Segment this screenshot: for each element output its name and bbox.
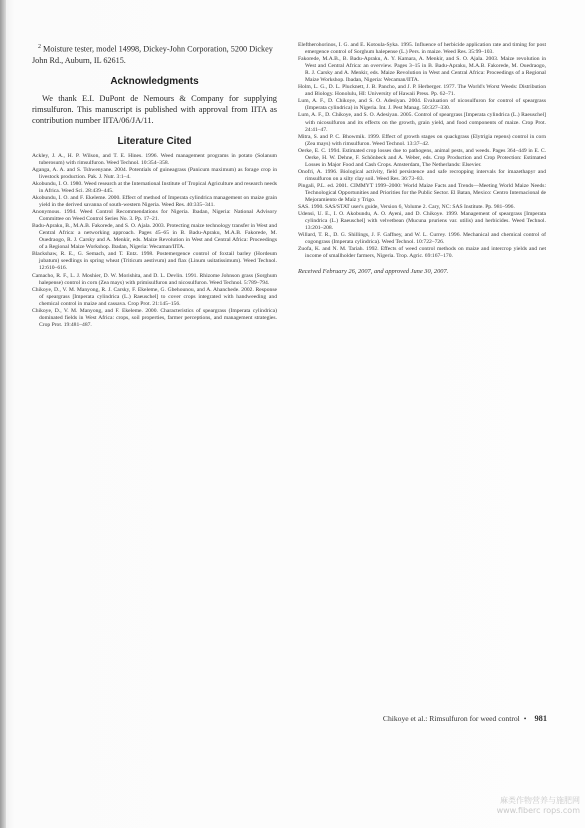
- page-number: 981: [534, 714, 547, 723]
- reference-item: Lum, A. F., D. Chikoye, and S. O. Adesiyan. 2004. Evaluation of nicosulfuron for control of speargrass (Imperata cylindrica) in Nigeria. Int. J. Pest Manag. 50:327–330.: [298, 98, 546, 112]
- reference-item: Anonymous. 1994. Weed Control Recommendations for Nigeria. Ibadan, Nigeria: National Advisory Committee on Weed Control Series No. 3. Pp. 17–21.: [32, 209, 277, 223]
- reference-item: Oerke, E. C. 1994. Estimated crop losses due to pathogens, animal pests, and weeds. Pages 364–449 in E. C. Oerke, H. W. Dehne, F. Schönbeck and A. Weber, eds. Crop Production and Crop Protection: Estimated Losses in Major Food and Cash Crops. Amsterdam, The Netherlands: Elsevier.: [298, 147, 546, 168]
- reference-list-left: [32, 153, 277, 329]
- footer-bullet: •: [523, 714, 527, 723]
- left-column: [32, 42, 277, 329]
- reference-item: Willard, T. R., D. G. Shillings, J. F. Gaffney, and W. L. Currey. 1996. Mechanical and chemical control of cogongrass (Imperata cylindrica). Weed Technol. 10:722–726.: [298, 232, 546, 246]
- right-column: [298, 42, 546, 275]
- reference-item: Blackshaw, R. E., G. Semach, and T. Entz. 1998. Postemergence control of foxtail barley (Hordeum jubatum) seedlings in spring wheat (Triticum aestivum) and flax (Linum usitatissimum). Weed Technol. 12:610–616.: [32, 251, 277, 272]
- reference-item: Eleftherohorinos, I. G. and E. Kotoula-Syka. 1995. Influence of herbicide application rate and timing for post emergence control of Sorghum halepense (L.) Pers. in maize. Weed Res. 35:99–103.: [298, 42, 546, 56]
- literature-heading: Literature Cited: [117, 135, 192, 147]
- reference-item: Chikoye, D., V. M. Manyong, R. J. Carsky, F. Ekeleme, G. Gbehounou, and A. Ahanchede. 2002. Response of speargrass [Imperata cylindrica (L.) Raeuschel] to cover crops integrated with handweeding and chemical control in maize and cassava. Crop Prot. 21:145–156.: [32, 286, 277, 307]
- reference-list-right: [298, 42, 546, 260]
- footnote-mark: 2: [38, 44, 41, 50]
- reference-item: Akobundu, I. O. 1980. Weed research at the International Institute of Tropical Agriculture and research needs in Africa. Weed Sci. 28:439–445.: [32, 180, 277, 194]
- acknowledgments-text: We thank E.I. DuPont de Nemours & Company for supplying rimsulfuron. This manuscript is published with approval from IITA as contribution number IITA/06/JA/11.: [32, 93, 277, 125]
- running-footer: [352, 714, 547, 723]
- reference-item: Pingali, P.L. ed. 2001. CIMMYT 1999–2000: World Maize Facts and Trends—Meeting World Maize Needs: Technological Opportunities and Priorities for the Public Sector. El Batan, Mexico: Centro Internacional de Mejoramiento de Maíz y Trigo.: [298, 182, 546, 204]
- reference-item: Aganga, A. A. and S. Tshwenyane. 2004. Potentials of guineagrass (Panicum maximum) as forage crop in livestock production. Pak. J. Nutr. 3:1–4.: [32, 166, 277, 180]
- reference-item: Holm, L. G., D. L. Plucknett, J. B. Pancho, and J. P. Herberger. 1977. The World's Worst Weeds: Distribution and Biology. Honolulu, HI: University of Hawaii Press. Pp. 62–71.: [298, 84, 546, 98]
- reference-item: Badu-Apraku, B., M.A.B. Fakorede, and S. O. Ajala. 2003. Protecting maize technology transfer in West and Central Africa: a networking approach. Pages 45–65 in B. Badu-Apraku, M.A.B. Fakorede, M. Ouedraogo, R. J. Carsky and A. Menkir, eds. Maize Revolution in West and Central Africa: Proceedings of a Regional Maize Workshop. Ibadan, Nigeria: Wecaman/IITA.: [32, 223, 277, 251]
- watermark-line-2: www.fiberc rops.com: [496, 806, 580, 815]
- footnote: [32, 42, 277, 66]
- reference-item: Ackley, J. A., H. P. Wilson, and T. E. Hines. 1996. Weed management programs in potato (Solanum tuberosum) with rimsulfuron. Weed Technol. 10:354–358.: [32, 152, 277, 166]
- watermark-line-1: 麻类作物营养与施肥网: [500, 796, 580, 805]
- reference-item: Onofri, A. 1996. Biological activity, field persistence and safe recropping intervals for imazethapyr and rimsulfuron on a silty clay soil. Weed Res. 36:73–83.: [298, 168, 546, 182]
- received-note: Received February 26, 2007, and approved June 30, 2007.: [298, 268, 449, 276]
- reference-item: SAS. 1990. SAS/STAT user's guide, Version 6, Volume 2. Cary, NC: SAS Institute. Pp. 981–996.: [298, 204, 515, 211]
- reference-item: Zuofa, K. and N. M. Tariah. 1992. Effects of weed control methods on maize and intercrop yields and net income of smallholder farmers, Nigeria. Trop. Agric. 69:167–170.: [298, 246, 546, 260]
- reference-item: Chikoye, D., V. M. Manyong, and F. Ekeleme. 2000. Characteristics of speargrass (Imperata cylindrica) dominated fields in West Africa: crops, soil properties, farmer perceptions, and management strategies. Crop Prot. 19:481–487.: [32, 307, 277, 328]
- watermark: [470, 796, 580, 816]
- running-footer-text: Chikoye et al.: Rimsulfuron for weed control: [382, 714, 520, 723]
- scan-edge-shadow: [0, 0, 6, 828]
- reference-item: Lum, A. F., D. Chikoye, and S. O. Adesiyan. 2005. Control of speargrass [Imperata cylindrica (L.) Raeuschel] with nicosulfuron and its effects on the growth, grain yield, and food components of maize. Crop Prot. 24:41–47.: [298, 112, 546, 133]
- acknowledgments-heading: Acknowledgments: [110, 75, 199, 87]
- reference-item: Fakorede, M.A.B., B. Badu-Apraku, A. Y. Kamara, A. Menkir, and S. O. Ajala. 2003. Maize revolution in West and Central Africa: an overview. Pages 3–15 in B. Badu-Apraku, M.A.B. Fakorede, M. Ouedraogo, R. J. Carsky and A. Menkir, eds. Maize Revolution in West and Central Africa: Proceedings of a Regional Maize Workshop. Ibadan, Nigeria: Wecaman/IITA.: [298, 56, 546, 84]
- reference-item: Udensi, U. E., I. O. Akobundu, A. O. Ayeni, and D. Chikoye. 1999. Management of speargrass [Imperata cylindrica (L.) Raeuschel] with velvetbean (Mucuna pruriens var. utilis) and herbicides. Weed Technol. 13:201–208.: [298, 211, 546, 232]
- reference-item: Akobundu, I. O. and F. Ekeleme. 2000. Effect of method of Imperata cylindrica management on maize grain yield in the derived savanna of south-western Nigeria. Weed Res. 40:335–341.: [32, 195, 277, 209]
- footnote-text: Moisture tester, model 14998, Dickey-John Corporation, 5200 Dickey John Rd., Auburn, IL 62615.: [32, 44, 273, 65]
- reference-item: Mitra, S. and P. C. Bhowmik. 1999. Effect of growth stages on quackgrass (Elytrigia repens) control in corn (Zea mays) with rimsulfuron. Weed Technol. 13:37–42.: [298, 133, 546, 147]
- reference-item: Camacho, R. F., L. J. Moshier, D. W. Morishita, and D. L. Devlin. 1991. Rhizome Johnson grass (Sorghum halepense) control in corn (Zea mays) with primisulfuron and nicosulfuron. Weed Technol. 5:789–794.: [32, 272, 277, 286]
